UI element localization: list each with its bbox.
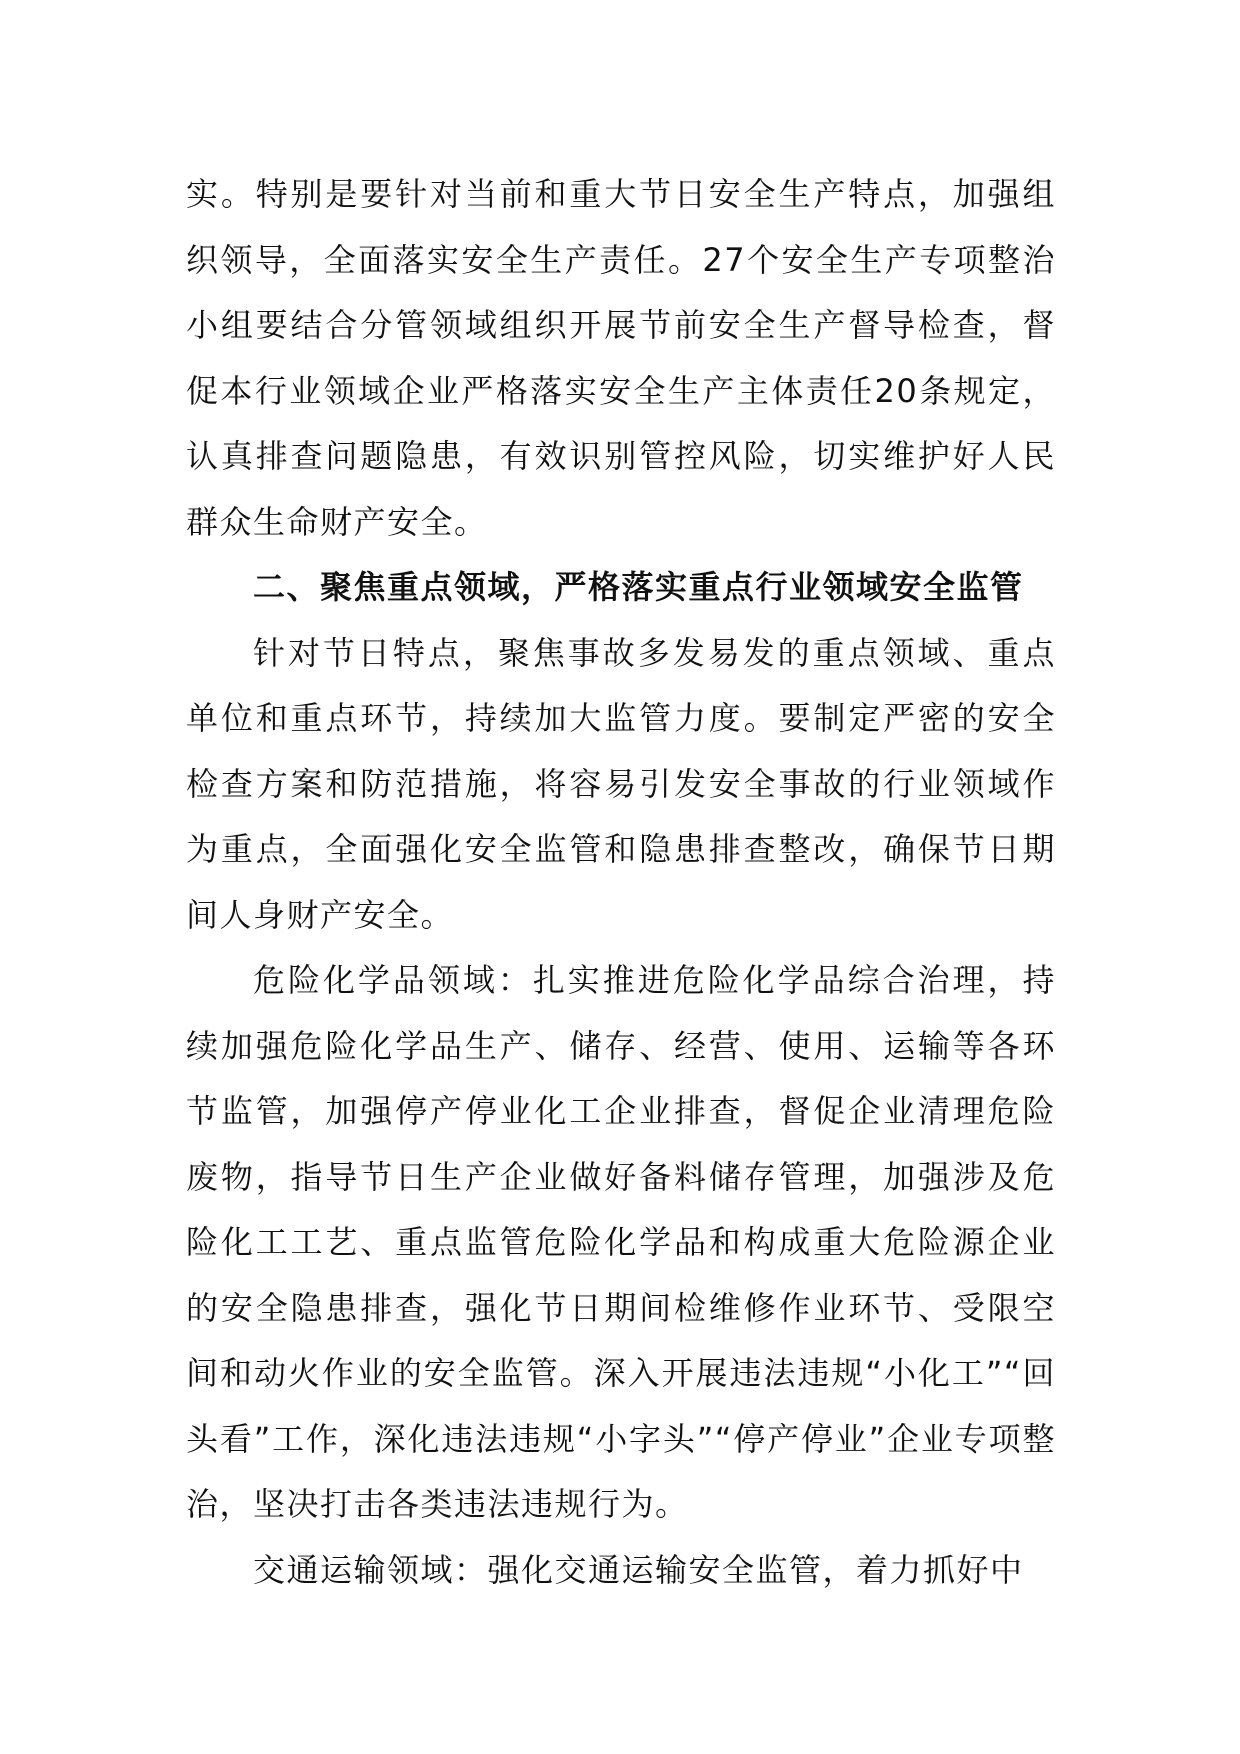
paragraph-4: 交通运输领域：强化交通运输安全监管，着力抓好中	[253, 1550, 1024, 1589]
paragraph-3: 危险化学品领域：扎实推进危险化学品综合治理，持续加强危险化学品生产、储存、经营、使用、运输等各环节监管，加强停产停业化工企业排查，督促企业清理危险废物，指导节日生产企业做好备料储存管理，加强涉及危险化工工艺、重点监管危险化学品和构成重大危险源企业的安全隐患排查，强化节日期间检维修作业环节、受限空间和动火作业的安全监管。深入开展违法违规“小化工”“回头看”工作，深化违法违规“小字头”“停产停业”企业专项整治，坚决打击各类违法违规行为。	[186, 961, 1056, 1523]
section-heading: 二、聚焦重点领域，严格落实重点行业领域安全监管	[253, 568, 1024, 606]
paragraph-2: 针对节日特点，聚焦事故多发易发的重点领域、重点单位和重点环节，持续加大监管力度。要制定严密的安全检查方案和防范措施，将容易引发安全事故的行业领域作为重点，全面强化安全监管和隐患排查整改，确保节日期间人身财产安全。	[186, 633, 1056, 934]
document-page	[186, 162, 1056, 1603]
paragraph-1: 实。特别是要针对当前和重大节日安全生产特点，加强组织领导，全面落实安全生产责任。27个安全生产专项整治小组要结合分管领域组织开展节前安全生产督导检查，督促本行业领域企业严格落实安全生产主体责任20条规定，认真排查问题隐患，有效识别管控风险，切实维护好人民群众生命财产安全。	[186, 175, 1056, 541]
